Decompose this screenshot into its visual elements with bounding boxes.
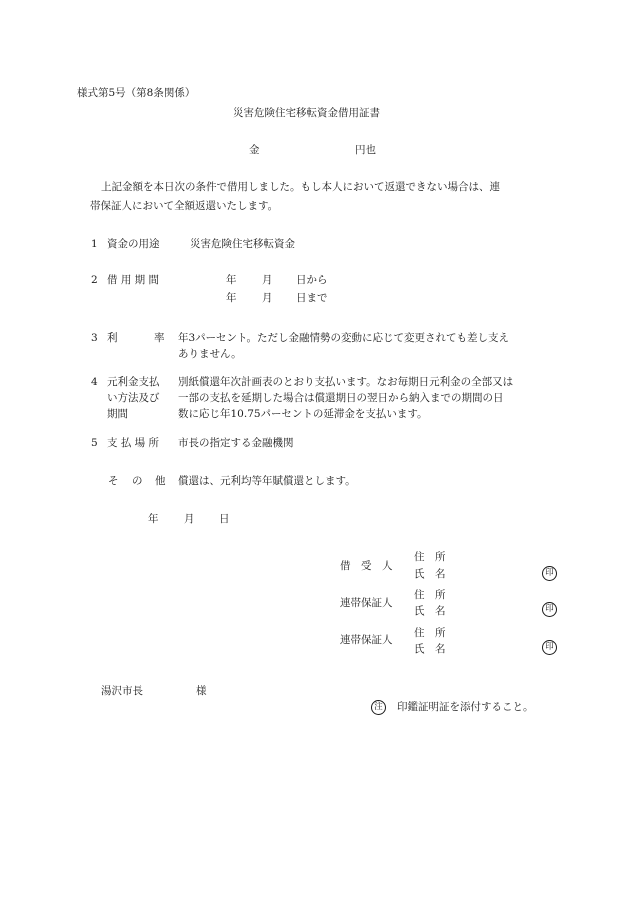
amount-prefix: 金 — [249, 144, 260, 156]
item-5-value: 市長の指定する金融機関 — [178, 437, 294, 449]
item-1-value: 災害危険住宅移転資金 — [190, 238, 295, 250]
period-from-year: 年 — [226, 274, 237, 286]
intro-line-1: 上記金額を本日次の条件で借用しました。もし本人において返還できない場合は、連 — [101, 181, 500, 193]
item-5-number: 5 — [91, 437, 98, 449]
date-day: 日 — [219, 513, 230, 525]
signer-3-address-label: 住 所 — [414, 627, 446, 639]
note-text: 印鑑証明証を添付すること。 — [397, 701, 534, 713]
date-year: 年 — [148, 513, 159, 525]
signer-3-role: 連帯保証人 — [340, 634, 393, 646]
signer-1-name-label: 氏 名 — [414, 568, 446, 580]
period-from-month: 月 — [262, 274, 273, 286]
other-label-a: そ — [108, 475, 119, 487]
item-1-number: 1 — [91, 238, 98, 250]
signer-2-seal-icon: 印 — [542, 602, 557, 617]
signer-3-seal-icon: 印 — [542, 640, 557, 655]
item-3-line-1: 年3パーセント。ただし金融情勢の変動に応じて変更されても差し支え — [178, 332, 510, 344]
item-4-line-3: 数に応じ年10.75パーセントの延滞金を支払います。 — [178, 408, 428, 420]
item-4-number: 4 — [91, 376, 98, 388]
item-2-number: 2 — [91, 274, 98, 286]
signer-2-role: 連帯保証人 — [340, 597, 393, 609]
item-3-number: 3 — [91, 332, 98, 344]
period-to-day: 日まで — [296, 292, 328, 304]
other-value: 償還は、元利均等年賦償還とします。 — [178, 475, 356, 487]
signer-2-name-label: 氏 名 — [414, 605, 446, 617]
signer-1-role: 借 受 人 — [340, 560, 393, 572]
item-3-label-b: 率 — [154, 332, 165, 344]
signer-1-address-label: 住 所 — [414, 551, 446, 563]
item-4-label-3: 期間 — [107, 408, 128, 420]
item-1-label: 資金の用途 — [107, 238, 160, 250]
intro-line-2: 帯保証人において全額返還いたします。 — [90, 200, 279, 212]
item-4-label-1: 元利金支払 — [107, 376, 160, 388]
other-label-b: の — [132, 475, 143, 487]
signer-3-name-label: 氏 名 — [414, 643, 446, 655]
addressee-name: 湯沢市長 — [101, 685, 143, 697]
item-3-line-2: ありません。 — [178, 348, 242, 360]
addressee-honorific: 様 — [196, 685, 207, 697]
item-4-line-1: 別紙償還年次計画表のとおり支払います。なお毎期日元利金の全部又は — [178, 376, 514, 388]
date-month: 月 — [184, 513, 195, 525]
note-mark-icon: 注 — [371, 700, 386, 715]
period-to-month: 月 — [262, 292, 273, 304]
item-4-line-2: 一部の支払を延期した場合は償還期日の翌日から納入までの期間の日 — [178, 392, 504, 404]
item-4-label-2: い方法及び — [107, 392, 160, 404]
other-label-c: 他 — [155, 475, 166, 487]
signer-1-seal-icon: 印 — [542, 566, 557, 581]
period-from-day: 日から — [296, 274, 328, 286]
document-title: 災害危険住宅移転資金借用証書 — [233, 107, 380, 119]
form-number: 様式第5号（第8条関係） — [77, 87, 196, 99]
item-5-label: 支 払 場 所 — [107, 437, 160, 449]
amount-suffix: 円也 — [355, 144, 376, 156]
signer-2-address-label: 住 所 — [414, 589, 446, 601]
item-2-label: 借 用 期 間 — [107, 274, 160, 286]
item-3-label-a: 利 — [107, 332, 118, 344]
period-to-year: 年 — [226, 292, 237, 304]
